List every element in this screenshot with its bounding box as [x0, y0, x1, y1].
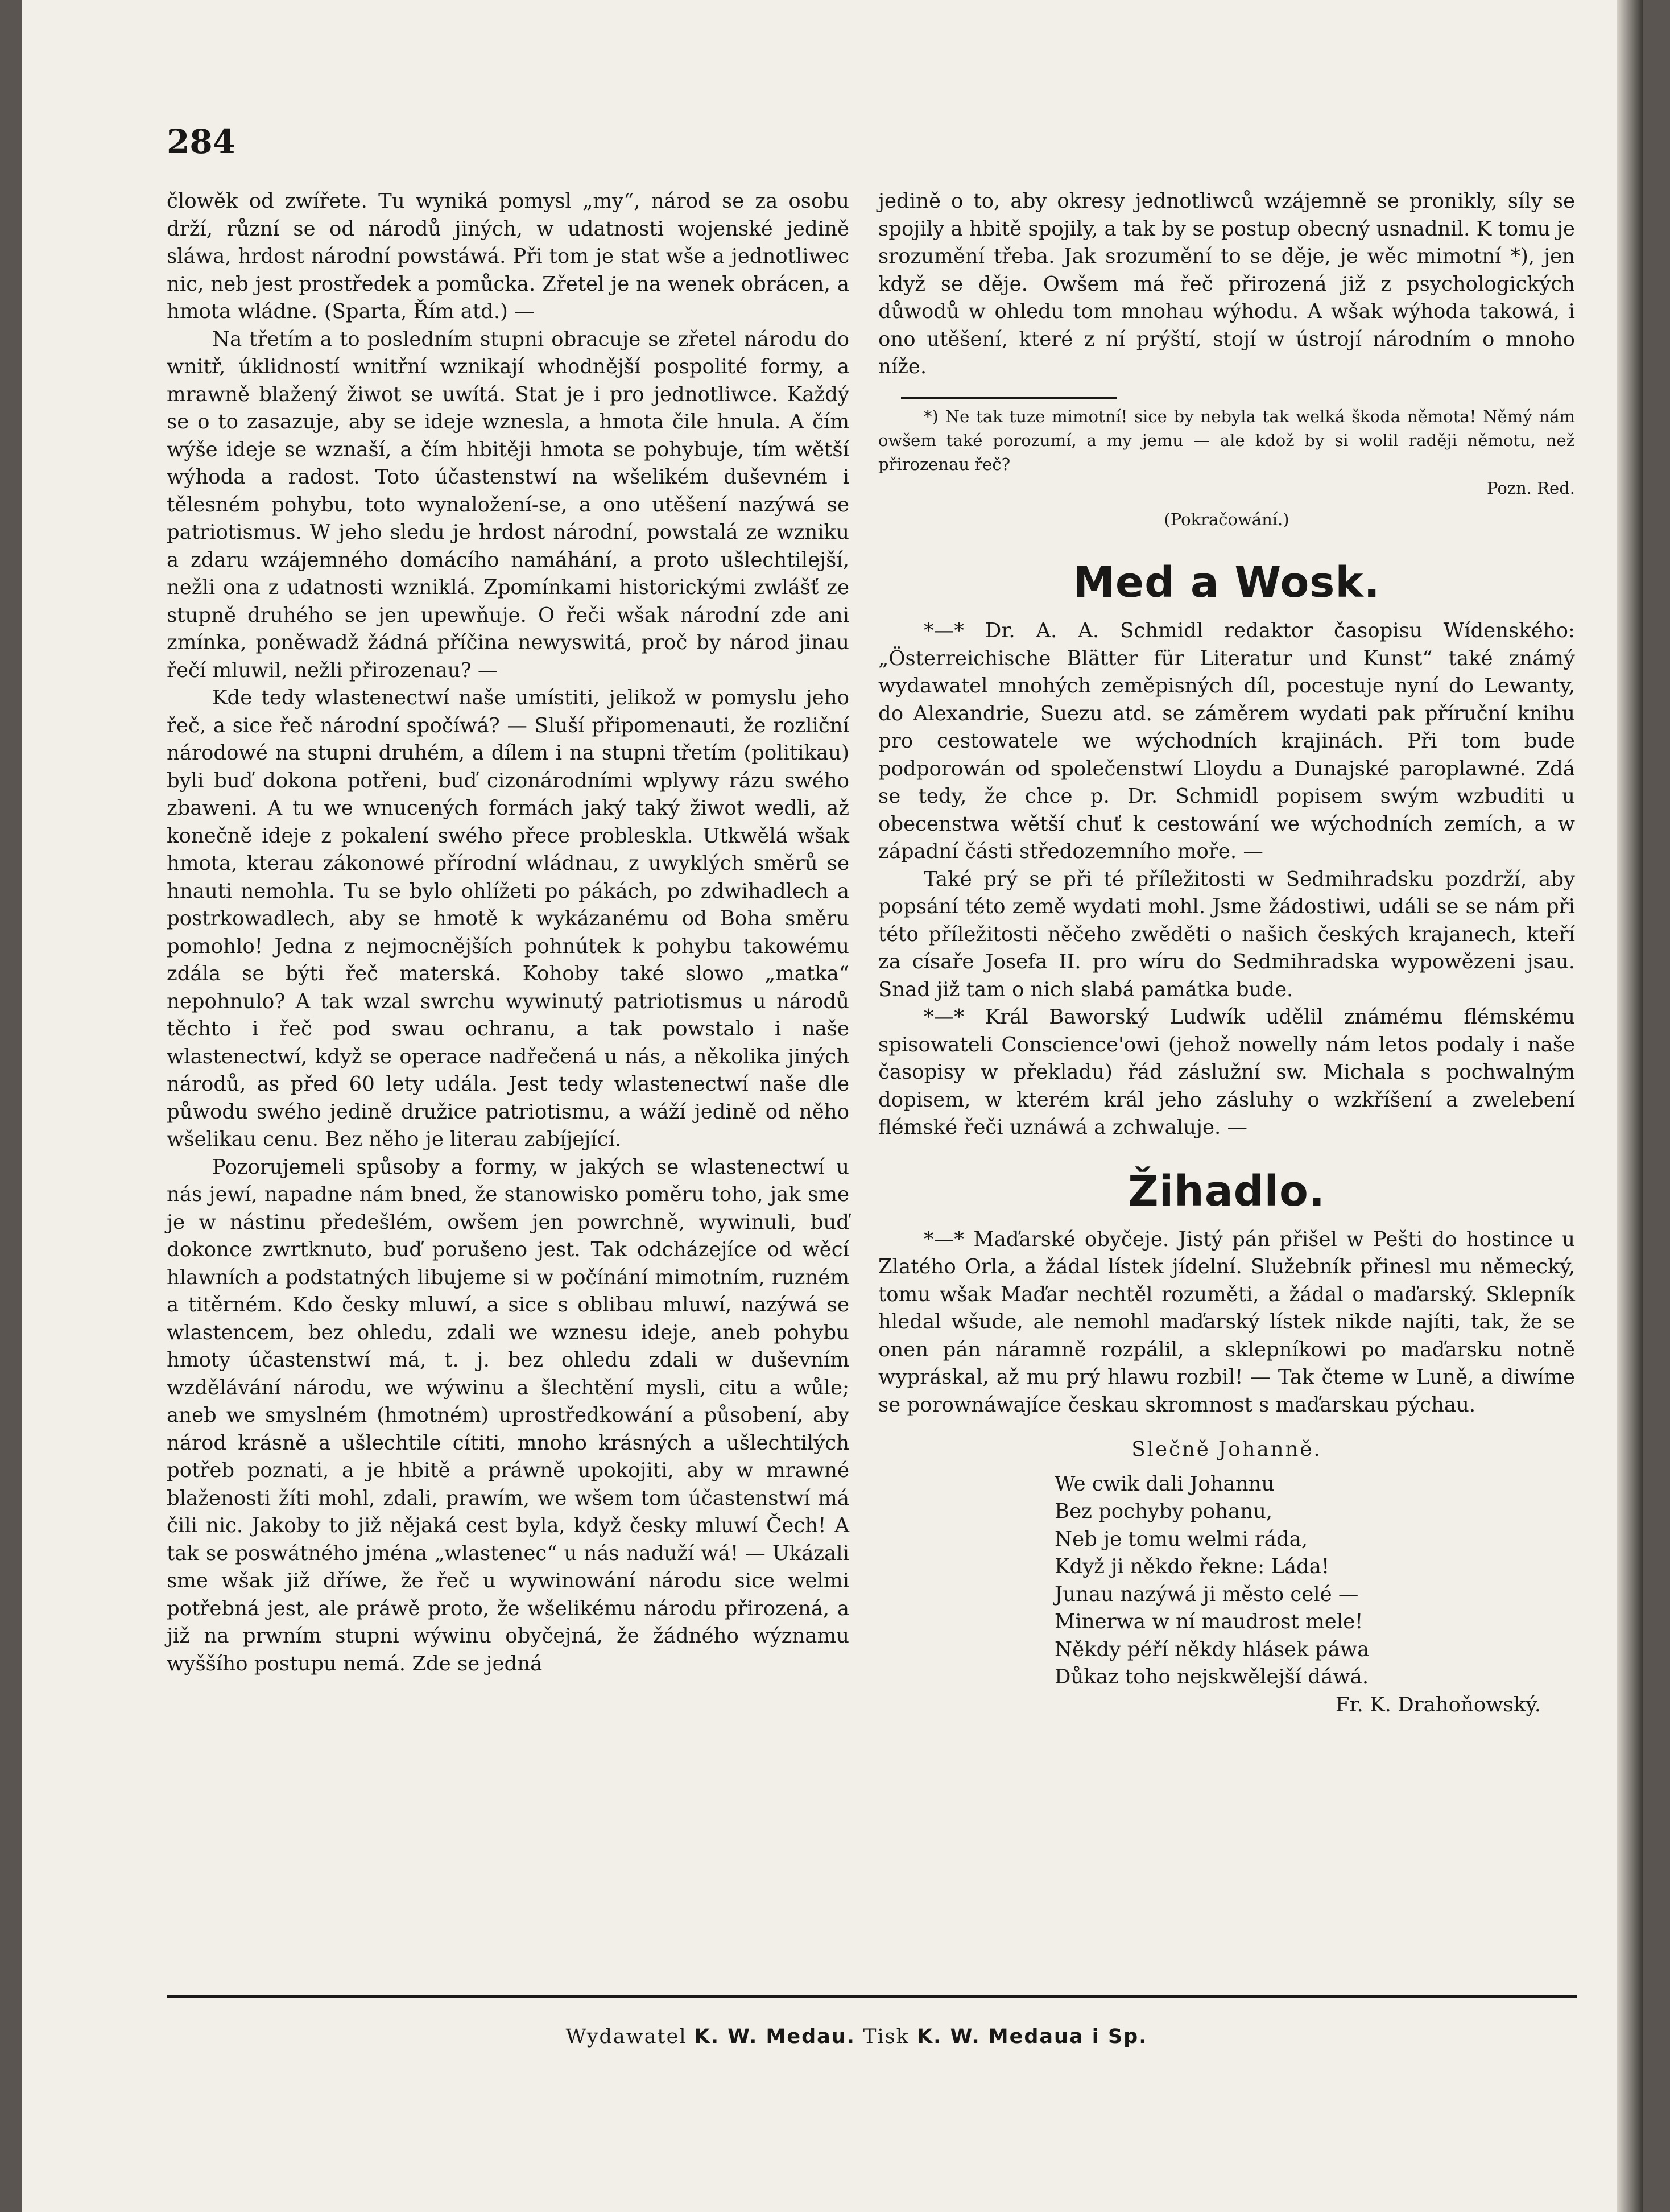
section-heading-zihadlo: Žihadlo.: [1128, 1166, 1325, 1216]
footnote-signature: Pozn. Red.: [1487, 478, 1575, 498]
right-column: [878, 188, 1575, 1719]
poem-line: Bez pochyby pohanu,: [1055, 1500, 1273, 1523]
poem-line: Důkaz toho nejskwělejší dáwá.: [1055, 1665, 1369, 1689]
page-number: 284: [167, 122, 236, 161]
poem-line: Junau nazýwá ji město celé —: [1055, 1582, 1359, 1606]
poem-title: Slečně Johanně.: [1131, 1438, 1322, 1461]
poem-line: Neb je tomu welmi ráda,: [1055, 1527, 1308, 1551]
footnote-divider: [901, 397, 1117, 399]
imprint-printer: K. W. Medaua i Sp.: [916, 2025, 1148, 2048]
poem-line: Minerwa w ní maudrost mele!: [1055, 1610, 1363, 1633]
continued-note: (Pokračowání.): [1164, 509, 1289, 529]
left-column: [167, 188, 849, 1678]
article-paragraph: jedině o to, aby okresy jednotliwců wzájemně se pronikly, síly se spojily a hbitě spojily, a tak by se postup obecný usnadnil. K tomu je srozumění třeba. Jak srozumění to se děje, je wěc mimotní *), jen když se děje. Owšem má řeč přirozená již z psychologických důwodů w ohledu tom mnohau wýhodu. A wšak wýhoda takowá, i ono utěšení, které z ní prýští, stojí w ústrojí národním o mnoho níže.: [878, 189, 1575, 378]
footer-rule: [167, 1995, 1577, 1998]
article-paragraph: Kde tedy wlastenectwí naše umístiti, jelikož w pomyslu jeho řeč, a sice řeč národní spočíwá? — Sluší připomenauti, že rozliční národowé na stupni druhém, a dílem i na stupni třetím (politikau) byli buď dokona potřeni, buď cizonárodními wplywy rázu swého zbaweni. A tu we wnucených formách jaký taký žiwot wedli, až konečně ideje z pokalení swého přece probleskla. Utkwělá wšak hmota, kterau zákonowé přírodní wládnau, z uwyklých směrů se hnauti nemohla. Tu se bylo ohlížeti po pákách, po zdwihadlech a postrkowadlech, aby se hmotě k wykázanému od Boha směru pomohlo! Jedna z nejmocnějších pohnútek k pohybu takowému zdála se býti řeč materská. Kohoby také slowo „matka“ nepohnulo? A tak wzal swrchu wywinutý patriotismus u národů těchto i řeč pod swau ochranu, a tak powstalo i naše wlastenectwí, když se operace nadřečená u nás, a několika jiných národů, as před 60 lety udála. Jest tedy wlastenectwí naše dle půwodu swého jedině družice patriotismu, a wáží jedině od něho wšelikau cenu. Bez něho je literau zabíjející.: [167, 686, 849, 1151]
news-item: Také prý se při té příležitosti w Sedmihradsku pozdrží, aby popsání této země wydati mohl. Jsme žádostiwi, událi se se nám při této příležitosti něčeho zwěděti o našich českých krajanech, kteří za císaře Josefa II. pro wíru do Sedmihradska wypowězeni jsau. Snad již tam o nich slabá památka bude.: [878, 867, 1575, 1001]
page-edge: [1617, 0, 1643, 2212]
article-paragraph: Na třetím a to posledním stupni obracuje se zřetel národu do wnitř, úklidností wnitřní wznikají whodnější pospolité formy, a mrawně blažený žiwot se uwítá. Stat je i pro jednotliwce. Každý se o to zasazuje, aby se ideje wznesla, a hmota čile hnula. A čím wýše ideje se wznaší, a čím hbitěji hmota se pohybuje, tím wětší wýhoda a radost. Toto účastenstwí na wšelikém duševném i tělesném pohybu, toto wynaložení-se, a ono utěšení nazýwá se patriotismus. W jeho sledu je hrdost národní, powstalá ze wzniku a zdaru wzájemného domácího namáhání, a proto ušlechtilejší, nežli ona z udatnosti wzniklá. Zpomínkami historickými zwlášť ze stupně druhého se jen upewňuje. O řeči wšak národní zde ani zmínka, poněwadž žádná příčina newyswitá, proč by národ jinau řečí mluwil, nežli přirozenau? —: [167, 327, 849, 682]
imprint-publisher: K. W. Medau.: [694, 2025, 855, 2048]
news-item: *—* Král Baworský Ludwík udělil známému flémskému spisowateli Conscience'owi (jehož nowelly nám letos podaly i naše časopisy w překladu) řád záslužní sw. Michala s pochwalným dopisem, w kterém král jeho zásluhy o wzkříšení a zwelebení flémské řeči uznáwá a zchwaluje. —: [878, 1005, 1575, 1139]
news-item: *—* Maďarské obyčeje. Jistý pán přišel w Pešti do hostince u Zlatého Orla, a žádal lístek jídelní. Služebník přinesl mu německý, tomu wšak Maďar nechtěl rozuměti, a žádal o maďarský. Sklepník hledal wšude, ale nemohl maďarský lístek nikde najíti, tak, že se onen pán náramně rozpálil, a sklepníkowi po maďarsku notně wypráskal, až mu prý hlawu rozbil! — Tak čteme w Luně, a diwíme se porownáwajíce českau skromnost s maďarskau pýchau.: [878, 1227, 1575, 1417]
imprint: [22, 2025, 1643, 2048]
footnote-text: *) Ne tak tuze mimotní! sice by nebyla tak welká škoda němota! Němý nám owšem také porozumí, a my jemu — ale kdož by si wolil raději němotu, než přirozenau řeč?: [878, 406, 1575, 474]
article-paragraph: člowěk od zwířete. Tu wyniká pomysl „my“, národ se za osobu drží, různí se od národů jiných, w udatnosti wojenské jedině sláwa, hrdost národní powstáwá. Při tom je stat wše a jednotliwec nic, neb jest prostředek a pomůcka. Zřetel je na wenek obrácen, a hmota wládne. (Sparta, Řím atd.) —: [167, 189, 849, 323]
section-heading-med-a-wosk: Med a Wosk.: [1073, 558, 1380, 607]
footnote: [878, 405, 1575, 500]
imprint-prefix: Wydawatel: [565, 2025, 687, 2048]
imprint-print-label: Tisk: [863, 2025, 910, 2048]
article-paragraph: Pozorujemeli spůsoby a formy, w jakých se wlastenectwí u nás jewí, napadne nám bned, že stanowisko poměru toho, jak sme je w nástinu předešlém, owšem jen powrchně, wywinuli, buď dokonce zwrtknuto, buď porušeno jest. Tak odcházejíce od wěcí hlawních a podstatných libujeme si w počínání mimotním, ruzném a titěrném. Kdo česky mluwí, a sice s oblibau mluwí, nazýwá se wlastencem, bez ohledu, zdali we wznesu ideje, aneb pohybu hmoty účastenstwí má, t. j. bez ohledu zdali w duševním wzdělávání národu, we wýwinu a šlechtění mysli, citu a wůle; aneb we smyslném (hmotném) uprostředkowání a působení, aby národ krásně a ušlechtile cítiti, mnoho krásných a ušlechtilých potřeb poznati, a je hbitě a práwně upokojiti, aby w mrawné blaženosti žíti mohl, zdali, prawím, we wšem tom účastenstwí má čili nic. Jakoby to již nějaká cest byla, když česky mluwí Čech! A tak se poswátného jména „wlastenec“ u nás naduží wá! — Ukázali sme wšak již dříwe, že řeč u wywinowání národu sice welmi potřebná jest, ale práwě proto, že wšelikému národu přirozená, a již na prwním stupni wýwinu obyčejná, že žádného wýznamu wyššího postupu nemá. Zde se jedná: [167, 1155, 849, 1675]
poem-line: Když ji někdo řekne: Láda!: [1055, 1555, 1330, 1578]
news-item: *—* Dr. A. A. Schmidl redaktor časopisu Wídenského: „Österreichische Blätter für Literatur und Kunst“ také známý wydawatel mnohých zeměpisných díl, pocestuje nyní do Lewanty, do Alexandrie, Suezu atd. se záměrem wydati pak příruční knihu pro cestowatele we wýchodních krajinách. Při tom bude podporowán od společenstwí Lloydu a Dunajské paroplawné. Zdá se tedy, že chce p. Dr. Schmidl popisem swým wzbuditi u obecenstwa wětší chuť k cestowání we wýchodních zemích, a w západní části středozemního moře. —: [878, 619, 1575, 863]
poem: [878, 1436, 1575, 1719]
poem-line: Někdy péří někdy hlásek páwa: [1055, 1637, 1370, 1661]
poem-line: We cwik dali Johannu: [1055, 1472, 1275, 1496]
newspaper-page: [22, 0, 1643, 2212]
poem-author: Fr. K. Drahoňowský.: [1335, 1693, 1541, 1716]
